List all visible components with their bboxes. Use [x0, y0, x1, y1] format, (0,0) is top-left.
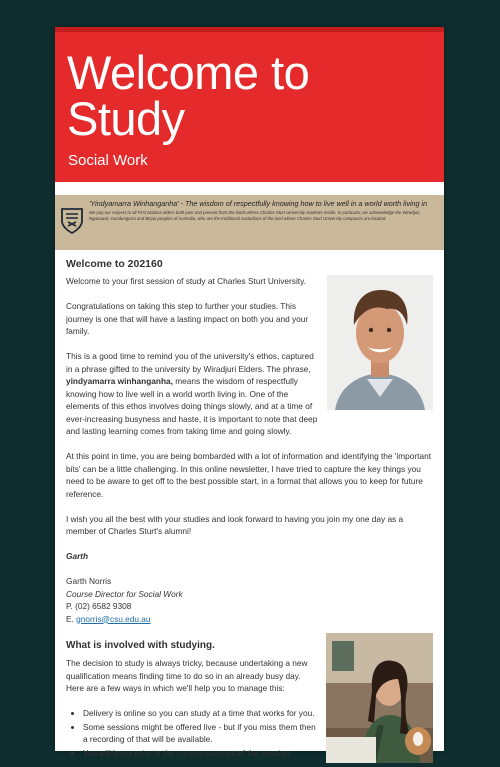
acknowledgement-band: [55, 195, 444, 250]
director-portrait-image: [327, 275, 433, 410]
main-content: [55, 250, 444, 759]
student-photo-image: [326, 633, 433, 763]
contact-block: [66, 575, 433, 625]
list-item: • You will know prior to the commencement of the session: [83, 747, 433, 760]
welcome-p3-text-b: means the wisdom of respectfully knowing how to live well in a world worth living in. One of the elements of this ethos involves doing things slowly, and at a time of ever-increasing busyness and haste, it is important to note that deep and lasting learning comes from taking time and going slowly.: [66, 376, 318, 436]
director-role: Course Director for Social Work: [66, 588, 183, 599]
studying-heading: What is involved with studying.: [66, 640, 215, 651]
university-crest-icon: [61, 208, 83, 234]
director-name: Garth Norris: [66, 576, 112, 586]
student-photo: [326, 633, 433, 763]
newsletter-card: [55, 27, 444, 758]
director-portrait: [327, 275, 433, 410]
welcome-p3-bold: yindyamarra winhanganha,: [66, 376, 173, 386]
director-phone: P. (02) 6582 9308: [66, 601, 132, 611]
hero-title: [67, 46, 310, 145]
list-item: • Delivery is online so you can study at a time that works for you.: [83, 707, 433, 720]
welcome-heading: Welcome to 202160: [66, 258, 163, 270]
list-item: • Some sessions might be offered live - but if you miss them then a recording of that will be available.: [83, 721, 433, 746]
hero-subtitle: Social Work: [68, 152, 148, 169]
email-prefix: E.: [66, 613, 77, 624]
welcome-p1: Welcome to your first session of study at Charles Sturt University.: [66, 276, 306, 286]
acknowledgement-quote: 'Yindyamarra Winhanganha' - The wisdom of respectfully knowing how to live well in a world worth living in: [89, 199, 428, 208]
hero-title-line1: Welcome to: [67, 46, 310, 99]
welcome-p2: Congratulations on taking this step to further your studies. This journey is one that will have a lasting impact on both you and your family.: [66, 301, 309, 336]
studying-intro: The decision to study is always tricky, because undertaking a new qualification means finding time to do so in an already busy day. Here are a few ways in which we'll help you to manage this:: [66, 658, 308, 693]
welcome-p4: At this point in time, you are being bombarded with a lot of information and identifying the 'important bits' can be a little challenging. In this online newsletter, I have tried to capture the key things you need to be aware to get off to the best possible start, in a format that allows you to keep for future reference.: [66, 451, 432, 499]
hero-title-line2: Study: [67, 92, 185, 145]
hero-banner: [55, 27, 444, 182]
signature: Garth: [66, 551, 89, 561]
acknowledgement-text: We pay our respect to all First Nations elders both past and present from the lands where Charles Sturt University students reside. In particular, we acknowledge the Wiradjuri, Ngunawal, Gundungurra and Birpai peoples of Australia, who are the traditional custodians of the land where Charles Sturt University campuses are located.: [89, 210, 421, 221]
welcome-p5: I wish you all the best with your studies and look forward to having you join my one day as a member of Charles Sturt's alumni!: [66, 513, 404, 536]
director-email-link[interactable]: gnorris@csu.edu.au: [76, 613, 151, 624]
welcome-p3-text-a: This is a good time to remind you of the university's ethos, captured in a phrase gifted to the university by Wiradjuri Elders. The phrase,: [66, 351, 314, 374]
